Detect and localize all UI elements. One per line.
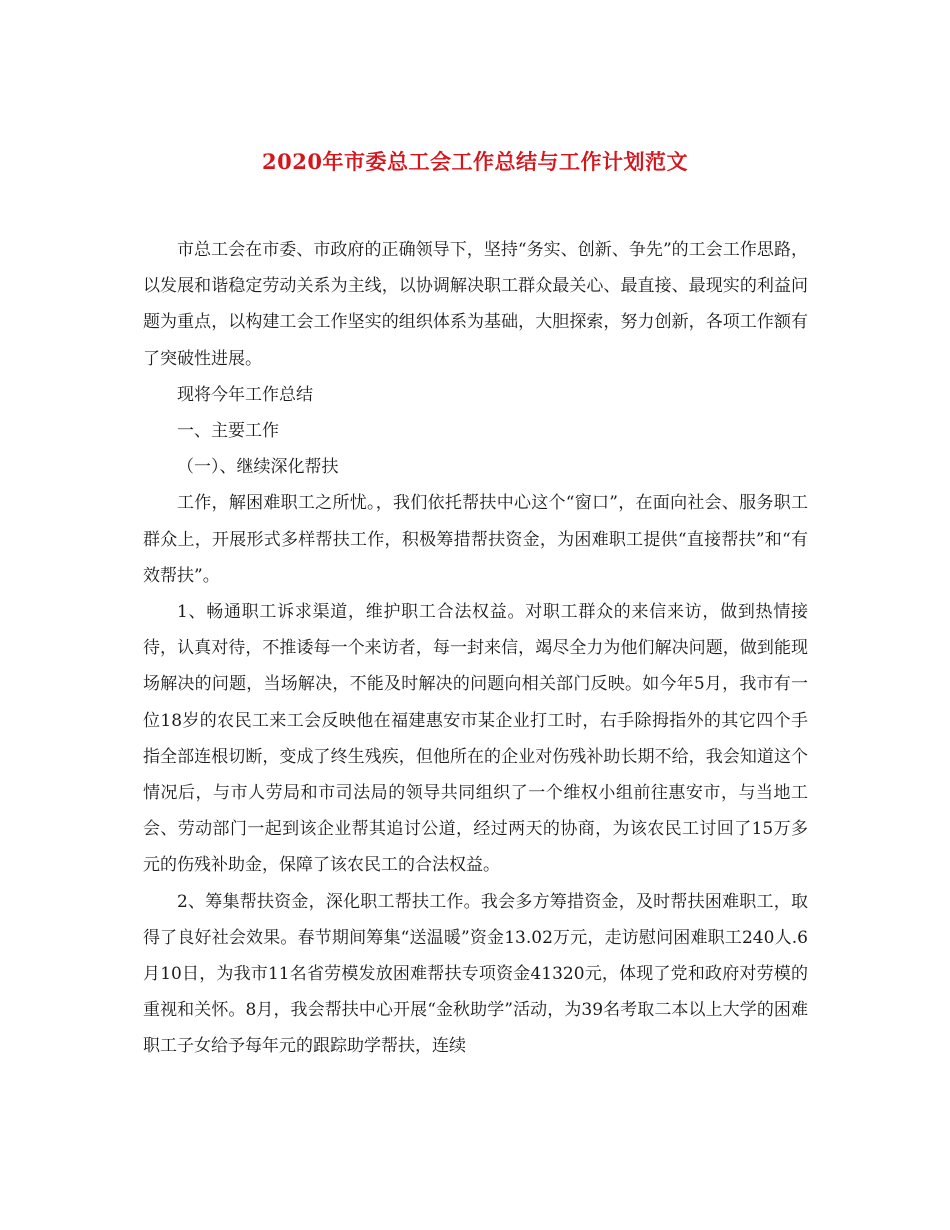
heading-deepen-assistance: （一）、继续深化帮扶	[177, 457, 339, 478]
document-body	[143, 232, 808, 1065]
document-title: 2020年市委总工会工作总结与工作计划范文	[262, 149, 688, 174]
paragraph-intro: 市总工会在市委、市政府的正确领导下，坚持“务实、创新、争先”的工会工作思路，以发展和谐稳定劳动关系为主线，以协调解决职工群众最关心、最直接、最现实的利益问题为重点，以构建工会工作坚实的组织体系为基础，大胆探索，努力创新，各项工作额有了突破性进展。	[143, 240, 808, 369]
paragraph-item-1: 1、畅通职工诉求渠道，维护职工合法权益。对职工群众的来信来访，做到热情接待，认真对待，不推诿每一个来访者，每一封来信，竭尽全力为他们解决问题，做到能现场解决的问题，当场解决，不能及时解决的问题向相关部门反映。如今年5月，我市有一位18岁的农民工来工会反映他在福建惠安市某企业打工时，右手除拇指外的其它四个手指全部连根切断，变成了终生残疾，但他所在的企业对伤残补助长期不给，我会知道这个情况后，与市人劳局和市司法局的领导共同组织了一个维权小组前往惠安市，与当地工会、劳动部门一起到该企业帮其追讨公道，经过两天的协商，为该农民工讨回了15万多元的伤残补助金，保障了该农民工的合法权益。	[143, 602, 808, 876]
paragraph-assistance-work: 工作，解困难职工之所忧。，我们依托帮扶中心这个“窗口”，在面向社会、服务职工群众上，开展形式多样帮扶工作，积极筹措帮扶资金，为困难职工提供“直接帮扶”和“有效帮扶”。	[143, 493, 808, 586]
heading-main-work: 一、主要工作	[177, 421, 279, 442]
paragraph-item-2: 2、筹集帮扶资金，深化职工帮扶工作。我会多方筹措资金，及时帮扶困难职工，取得了良好社会效果。春节期间筹集“送温暖”资金13.02万元，走访慰问困难职工240人.6月10日，为我市11名省劳模发放困难帮扶专项资金41320元，体现了党和政府对劳模的重视和关怀。8月，我会帮扶中心开展“金秋助学”活动，为39名考取二本以上大学的困难职工子女给予每年元的跟踪助学帮扶，连续	[143, 891, 808, 1057]
paragraph-summary-lead: 现将今年工作总结	[177, 384, 313, 405]
